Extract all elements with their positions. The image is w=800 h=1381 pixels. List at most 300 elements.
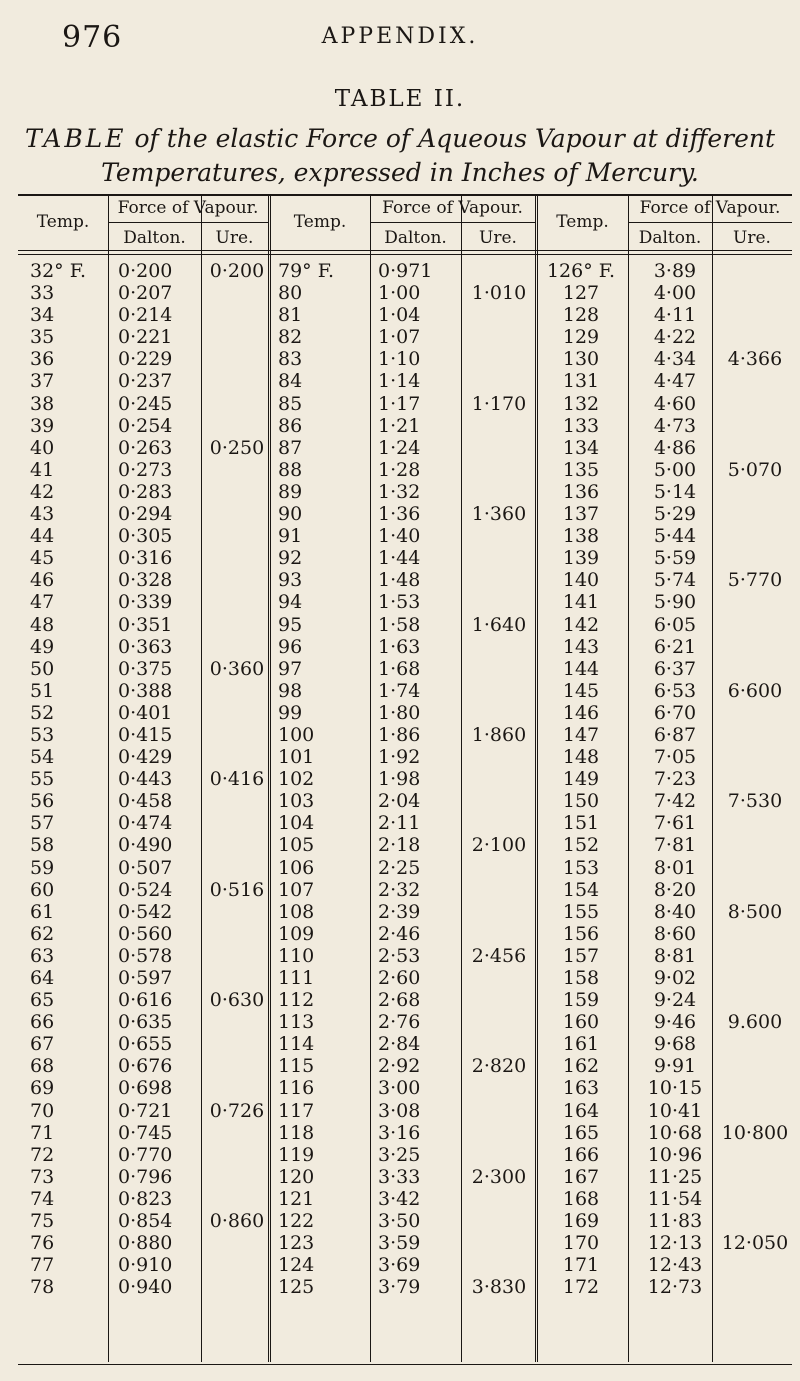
dalton-cell: 0·283 [118, 480, 173, 503]
temp-cell: 94 [278, 591, 303, 614]
dalton-cell: 1·14 [378, 370, 421, 393]
dalton-cell: 4·73 [653, 414, 697, 437]
table-row [0, 1144, 800, 1166]
table-row [0, 547, 800, 569]
dalton-cell: 1·40 [378, 525, 421, 548]
table-row [0, 945, 800, 967]
temp-cell: 43 [30, 503, 55, 526]
dalton-cell: 1·17 [378, 392, 421, 415]
dalton-cell: 1·10 [378, 348, 421, 371]
dalton-cell: 0·524 [118, 878, 173, 901]
table-row [0, 1122, 800, 1144]
dalton-cell: 2·68 [378, 989, 421, 1012]
dalton-cell: 4·22 [653, 326, 697, 349]
temp-cell: 143 [562, 635, 600, 658]
dalton-cell: 2·39 [378, 900, 421, 923]
temp-cell: 37 [30, 370, 55, 393]
dalton-cell: 7·05 [653, 746, 697, 769]
temp-cell: 39 [30, 414, 55, 437]
dalton-cell: 2·18 [378, 834, 421, 857]
temp-cell: 50 [30, 657, 55, 680]
table-row [0, 348, 800, 370]
table-row [0, 503, 800, 525]
dalton-cell: 1·44 [378, 547, 421, 570]
temp-cell: 65 [30, 989, 55, 1012]
temp-cell: 130 [562, 348, 600, 371]
header-temp-2: Temp. [293, 212, 347, 232]
temp-cell: 91 [278, 525, 303, 548]
table-body [0, 260, 800, 1298]
temp-cell: 58 [30, 834, 55, 857]
dalton-cell: 1·53 [378, 591, 421, 614]
ure-cell: 5·070 [727, 458, 783, 481]
dalton-cell: 3·50 [378, 1210, 421, 1233]
temp-cell: 138 [562, 525, 600, 548]
dalton-cell: 0·363 [118, 635, 173, 658]
dalton-cell: 0·294 [118, 503, 173, 526]
dalton-cell: 1·98 [378, 768, 421, 791]
temp-cell: 73 [30, 1165, 55, 1188]
running-head: APPENDIX. [321, 24, 479, 49]
temp-cell: 119 [278, 1143, 315, 1166]
ure-cell: 9.600 [727, 1011, 783, 1034]
temp-cell: 163 [562, 1077, 600, 1100]
table-row [0, 702, 800, 724]
temp-cell: 102 [278, 768, 315, 791]
temp-cell: 97 [278, 657, 303, 680]
temp-cell: 125 [278, 1276, 315, 1299]
dalton-cell: 6·05 [653, 613, 697, 636]
temp-cell: 92 [278, 547, 303, 570]
temp-cell: 164 [562, 1099, 600, 1122]
temp-cell: 38 [30, 392, 55, 415]
dalton-cell: 3·59 [378, 1232, 421, 1255]
dalton-cell: 0·770 [118, 1143, 173, 1166]
dalton-cell: 2·04 [378, 790, 421, 813]
table-row [0, 437, 800, 459]
dalton-cell: 8·40 [653, 900, 697, 923]
dalton-cell: 4·34 [653, 348, 697, 371]
temp-cell: 104 [278, 812, 315, 835]
dalton-cell: 3·69 [378, 1254, 421, 1277]
ure-cell: 1·010 [471, 282, 527, 305]
ure-cell: 7·530 [727, 790, 783, 813]
temp-cell: 149 [562, 768, 600, 791]
temp-cell: 100 [278, 723, 315, 746]
table-row [0, 768, 800, 790]
temp-cell: 34 [30, 304, 55, 327]
temp-cell: 98 [278, 679, 303, 702]
dalton-cell: 0·245 [118, 392, 173, 415]
dalton-cell: 12·73 [647, 1276, 703, 1299]
temp-cell: 35 [30, 326, 55, 349]
table-row [0, 923, 800, 945]
temp-cell: 64 [30, 967, 55, 989]
dalton-cell: 0·328 [118, 569, 173, 592]
dalton-cell: 10·41 [647, 1099, 703, 1122]
temp-cell: 157 [562, 944, 600, 967]
table-row [0, 591, 800, 613]
temp-cell: 76 [30, 1232, 55, 1255]
ure-cell: 10·800 [721, 1121, 789, 1144]
temp-cell: 158 [562, 967, 600, 989]
dalton-cell: 10·68 [647, 1121, 703, 1144]
temp-cell: 81 [278, 304, 303, 327]
ure-cell: 8·500 [727, 900, 783, 923]
temp-cell: 44 [30, 525, 55, 548]
dalton-cell: 0·388 [118, 679, 173, 702]
dalton-cell: 0·273 [118, 458, 173, 481]
dalton-cell: 5·29 [653, 503, 697, 526]
temp-cell: 69 [30, 1077, 55, 1100]
dalton-cell: 6·87 [653, 723, 697, 746]
dalton-cell: 1·68 [378, 657, 421, 680]
table-row [0, 260, 800, 282]
dalton-cell: 0·415 [118, 723, 173, 746]
ure-cell: 4·366 [727, 348, 783, 371]
table-row [0, 746, 800, 768]
dalton-cell: 1·63 [378, 635, 421, 658]
dalton-cell: 0·351 [118, 613, 173, 636]
dalton-cell: 6·70 [653, 701, 697, 724]
dalton-cell: 8·60 [653, 922, 697, 945]
ure-cell: 1·170 [471, 392, 527, 415]
temp-cell: 168 [562, 1187, 600, 1210]
temp-cell: 166 [562, 1143, 600, 1166]
header-temp-3: Temp. [556, 212, 609, 232]
dalton-cell: 5·44 [653, 525, 697, 548]
temp-cell: 120 [278, 1165, 315, 1188]
temp-cell: 127 [562, 282, 600, 305]
dalton-cell: 0·796 [118, 1165, 173, 1188]
dalton-cell: 0·507 [118, 856, 173, 879]
dalton-cell: 0·474 [118, 812, 173, 835]
dalton-cell: 0·616 [118, 989, 173, 1012]
temp-cell: 48 [30, 613, 55, 636]
dalton-cell: 0·207 [118, 282, 173, 305]
dalton-cell: 3·16 [378, 1121, 421, 1144]
temp-cell: 80 [278, 282, 303, 305]
temp-cell: 124 [278, 1254, 315, 1277]
ure-cell: 6·600 [727, 679, 783, 702]
table-row [0, 1055, 800, 1077]
table-row [0, 812, 800, 834]
dalton-cell: 0·443 [118, 768, 173, 791]
temp-cell: 131 [562, 370, 600, 393]
temp-cell: 114 [278, 1033, 315, 1056]
ure-cell: 2·100 [471, 834, 527, 857]
page-number: 976 [62, 20, 123, 55]
table-row [0, 326, 800, 348]
temp-cell: 128 [562, 304, 600, 327]
temp-cell: 62 [30, 922, 55, 945]
temp-cell: 32° F. [30, 260, 86, 282]
dalton-cell: 0·635 [118, 1011, 173, 1034]
temp-cell: 129 [562, 326, 600, 349]
ure-cell: 0·200 [209, 260, 265, 282]
temp-cell: 36 [30, 348, 55, 371]
table-row [0, 724, 800, 746]
ure-cell: 1·860 [471, 723, 527, 746]
dalton-cell: 5·74 [653, 569, 697, 592]
header-ure-1: Ure. [215, 228, 254, 248]
dalton-cell: 3·89 [653, 260, 697, 282]
table-row [0, 967, 800, 989]
dalton-cell: 0·401 [118, 701, 173, 724]
temp-cell: 99 [278, 701, 303, 724]
temp-cell: 74 [30, 1187, 55, 1210]
dalton-cell: 0·237 [118, 370, 173, 393]
ure-cell: 0·416 [209, 768, 265, 791]
dalton-cell: 6·21 [653, 635, 697, 658]
ure-cell: 3·830 [471, 1276, 527, 1299]
temp-cell: 140 [562, 569, 600, 592]
temp-cell: 89 [278, 480, 303, 503]
header-force-1: Force of Vapour. [117, 198, 259, 218]
dalton-cell: 1·92 [378, 746, 421, 769]
ure-cell: 0·516 [209, 878, 265, 901]
temp-cell: 162 [562, 1055, 600, 1078]
dalton-cell: 5·90 [653, 591, 697, 614]
table-row [0, 370, 800, 392]
dalton-cell: 2·84 [378, 1033, 421, 1056]
temp-cell: 60 [30, 878, 55, 901]
table-row [0, 989, 800, 1011]
header-subrule [108, 222, 268, 223]
dalton-cell: 2·60 [378, 967, 421, 989]
dalton-cell: 0·458 [118, 790, 173, 813]
table-label: TABLE II. [334, 86, 466, 112]
dalton-cell: 0·229 [118, 348, 173, 371]
dalton-cell: 0·854 [118, 1210, 173, 1233]
dalton-cell: 0·542 [118, 900, 173, 923]
dalton-cell: 9·68 [653, 1033, 697, 1056]
dalton-cell: 1·48 [378, 569, 421, 592]
table-row [0, 1254, 800, 1276]
temp-cell: 59 [30, 856, 55, 879]
dalton-cell: 10·15 [647, 1077, 703, 1100]
temp-cell: 88 [278, 458, 303, 481]
dalton-cell: 9·46 [653, 1011, 697, 1034]
table-row [0, 415, 800, 437]
temp-cell: 118 [278, 1121, 315, 1144]
dalton-cell: 3·79 [378, 1276, 421, 1299]
temp-cell: 151 [562, 812, 600, 835]
header-ure-2: Ure. [479, 228, 517, 248]
temp-cell: 42 [30, 480, 55, 503]
dalton-cell: 2·76 [378, 1011, 421, 1034]
dalton-cell: 1·21 [378, 414, 421, 437]
dalton-cell: 9·91 [653, 1055, 697, 1078]
ure-cell: 0·860 [209, 1210, 265, 1233]
dalton-cell: 0·940 [118, 1276, 173, 1299]
temp-cell: 117 [278, 1099, 315, 1122]
dalton-cell: 0·339 [118, 591, 173, 614]
temp-cell: 142 [562, 613, 600, 636]
temp-cell: 160 [562, 1011, 600, 1034]
temp-cell: 110 [278, 944, 315, 967]
header-dalton-1: Dalton. [123, 228, 186, 248]
table-row [0, 1232, 800, 1254]
table-row [0, 879, 800, 901]
temp-cell: 103 [278, 790, 315, 813]
dalton-cell: 1·07 [378, 326, 421, 349]
temp-cell: 85 [278, 392, 303, 415]
dalton-cell: 0·880 [118, 1232, 173, 1255]
table-row [0, 1210, 800, 1232]
header-dalton-3: Dalton. [638, 228, 702, 248]
dalton-cell: 0·560 [118, 922, 173, 945]
table-row [0, 1033, 800, 1055]
dalton-cell: 0·597 [118, 967, 173, 989]
temp-cell: 113 [278, 1011, 315, 1034]
temp-cell: 63 [30, 944, 55, 967]
temp-cell: 52 [30, 701, 55, 724]
dalton-cell: 3·42 [378, 1187, 421, 1210]
temp-cell: 141 [562, 591, 600, 614]
table-bottom-rule [18, 1364, 792, 1365]
dalton-cell: 7·23 [653, 768, 697, 791]
temp-cell: 47 [30, 591, 55, 614]
temp-cell: 144 [562, 657, 600, 680]
temp-cell: 154 [562, 878, 600, 901]
temp-cell: 115 [278, 1055, 315, 1078]
caption-line1-text: of the elastic Force of Aqueous Vapour at different [134, 124, 776, 153]
temp-cell: 54 [30, 746, 55, 769]
dalton-cell: 11·54 [647, 1187, 703, 1210]
dalton-cell: 0·263 [118, 436, 173, 459]
ure-cell: 12·050 [721, 1232, 789, 1255]
dalton-cell: 8·20 [653, 878, 697, 901]
table-row [0, 1077, 800, 1099]
ure-cell: 1·640 [471, 613, 527, 636]
dalton-cell: 8·81 [653, 944, 697, 967]
dalton-cell: 1·80 [378, 701, 421, 724]
temp-cell: 93 [278, 569, 303, 592]
dalton-cell: 6·53 [653, 679, 697, 702]
dalton-cell: 0·214 [118, 304, 173, 327]
temp-cell: 77 [30, 1254, 55, 1277]
dalton-cell: 0·200 [118, 260, 173, 282]
temp-cell: 109 [278, 922, 315, 945]
temp-cell: 67 [30, 1033, 55, 1056]
dalton-cell: 1·58 [378, 613, 421, 636]
temp-cell: 161 [562, 1033, 600, 1056]
dalton-cell: 2·92 [378, 1055, 421, 1078]
temp-cell: 71 [30, 1121, 55, 1144]
table-row [0, 636, 800, 658]
header-ure-3: Ure. [733, 228, 771, 248]
table-row [0, 569, 800, 591]
dalton-cell: 3·33 [378, 1165, 421, 1188]
temp-cell: 70 [30, 1099, 55, 1122]
dalton-cell: 0·655 [118, 1033, 173, 1056]
dalton-cell: 2·53 [378, 944, 421, 967]
ure-cell: 5·770 [727, 569, 783, 592]
dalton-cell: 0·721 [118, 1099, 173, 1122]
temp-cell: 121 [278, 1187, 315, 1210]
table-row [0, 614, 800, 636]
temp-cell: 135 [562, 458, 600, 481]
dalton-cell: 0·745 [118, 1121, 173, 1144]
temp-cell: 66 [30, 1011, 55, 1034]
ure-cell: 2·456 [471, 944, 527, 967]
temp-cell: 79° F. [278, 260, 334, 282]
dalton-cell: 1·28 [378, 458, 421, 481]
header-force-3: Force of Vapour. [639, 198, 781, 218]
dalton-cell: 0·490 [118, 834, 173, 857]
temp-cell: 55 [30, 768, 55, 791]
dalton-cell: 5·00 [653, 458, 697, 481]
caption-line-2: Temperatures, expressed in Inches of Mercury. [101, 158, 699, 187]
temp-cell: 159 [562, 989, 600, 1012]
dalton-cell: 4·11 [653, 304, 697, 327]
dalton-cell: 12·13 [647, 1232, 703, 1255]
temp-cell: 90 [278, 503, 303, 526]
dalton-cell: 0·910 [118, 1254, 173, 1277]
header-dalton-2: Dalton. [384, 228, 447, 248]
dalton-cell: 4·00 [653, 282, 697, 305]
temp-cell: 46 [30, 569, 55, 592]
header-force-2: Force of Vapour. [382, 198, 523, 218]
dalton-cell: 2·25 [378, 856, 421, 879]
dalton-cell: 1·36 [378, 503, 421, 526]
dalton-cell: 8·01 [653, 856, 697, 879]
dalton-cell: 2·11 [378, 812, 421, 835]
dalton-cell: 4·86 [653, 436, 697, 459]
table-row [0, 857, 800, 879]
temp-cell: 53 [30, 723, 55, 746]
temp-cell: 106 [278, 856, 315, 879]
ure-cell: 1·360 [471, 503, 527, 526]
temp-cell: 165 [562, 1121, 600, 1144]
table-row [0, 282, 800, 304]
dalton-cell: 0·971 [378, 260, 433, 282]
temp-cell: 147 [562, 723, 600, 746]
table-row [0, 459, 800, 481]
caption-line-1 [0, 122, 800, 156]
temp-cell: 150 [562, 790, 600, 813]
dalton-cell: 12·43 [647, 1254, 703, 1277]
dalton-cell: 7·81 [653, 834, 697, 857]
table-row [0, 680, 800, 702]
caption-lead: TABLE [24, 124, 127, 153]
temp-cell: 82 [278, 326, 303, 349]
table-row [0, 658, 800, 680]
temp-cell: 171 [562, 1254, 600, 1277]
table-row [0, 525, 800, 547]
header-subrule [370, 222, 535, 223]
table-row [0, 1166, 800, 1188]
table-row [0, 1188, 800, 1210]
dalton-cell: 7·42 [653, 790, 697, 813]
temp-cell: 155 [562, 900, 600, 923]
temp-cell: 96 [278, 635, 303, 658]
temp-cell: 41 [30, 458, 55, 481]
temp-cell: 153 [562, 856, 600, 879]
dalton-cell: 7·61 [653, 812, 697, 835]
temp-cell: 45 [30, 547, 55, 570]
ure-cell: 0·250 [209, 436, 265, 459]
temp-cell: 134 [562, 436, 600, 459]
temp-cell: 57 [30, 812, 55, 835]
ure-cell: 0·360 [209, 657, 265, 680]
dalton-cell: 2·32 [378, 878, 421, 901]
dalton-cell: 0·254 [118, 414, 173, 437]
dalton-cell: 1·00 [378, 282, 421, 305]
table-row [0, 304, 800, 326]
temp-cell: 101 [278, 746, 315, 769]
